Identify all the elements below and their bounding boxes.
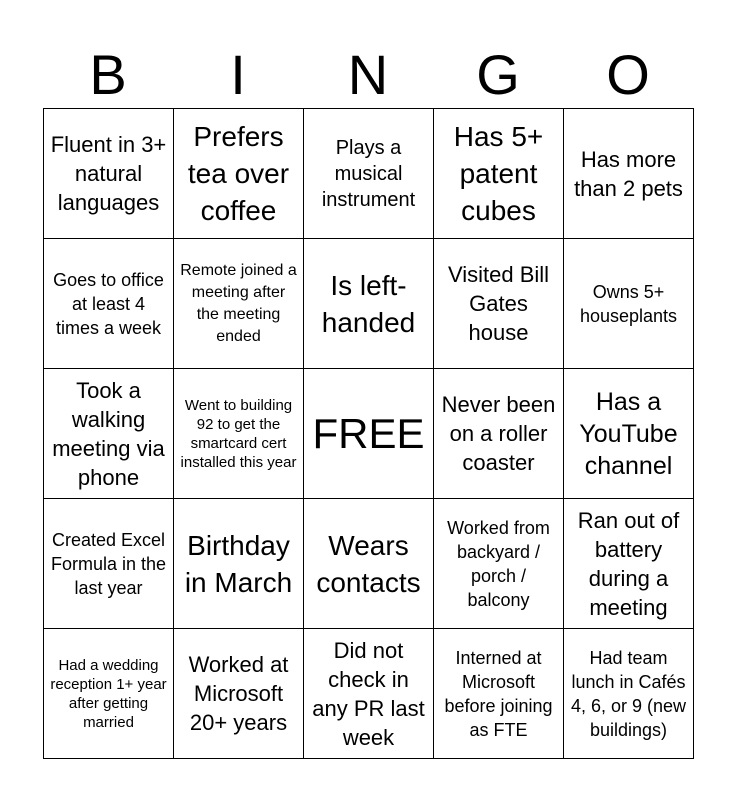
cell-text: Took a walking meeting via phone xyxy=(52,377,165,490)
cell-text: Has a YouTube channel xyxy=(579,387,678,480)
bingo-cell-r4c2[interactable] xyxy=(173,498,303,628)
cell-text: Has 5+ patent cubes xyxy=(453,121,544,226)
bingo-cell-r5c3[interactable] xyxy=(303,628,433,758)
cell-text: Created Excel Formula in the last year xyxy=(50,529,167,598)
bingo-header xyxy=(43,42,693,108)
bingo-cell-r2c4[interactable] xyxy=(433,238,563,368)
bingo-cell-r1c1[interactable] xyxy=(43,108,173,238)
cell-text: Owns 5+ houseplants xyxy=(579,281,678,326)
bingo-cell-r2c3[interactable] xyxy=(303,238,433,368)
cell-text: Is left-handed xyxy=(321,269,416,338)
bingo-cell-r3c2[interactable] xyxy=(173,368,303,498)
header-letter-b: B xyxy=(89,43,127,106)
bingo-cell-r4c3[interactable] xyxy=(303,498,433,628)
header-letter-o: O xyxy=(606,43,650,106)
cell-text: Prefers tea over coffee xyxy=(187,121,290,226)
cell-text: Has more than 2 pets xyxy=(574,146,683,201)
cell-text: Did not check in any PR last week xyxy=(312,637,425,750)
cell-text: Never been on a roller coaster xyxy=(441,392,556,475)
free-space-text: FREE xyxy=(312,409,425,457)
bingo-cell-r2c1[interactable] xyxy=(43,238,173,368)
bingo-card xyxy=(43,108,694,759)
cell-text: Had a wedding reception 1+ year after getting married xyxy=(50,656,167,731)
header-letter-n: N xyxy=(347,43,389,106)
bingo-cell-r5c1[interactable] xyxy=(43,628,173,758)
cell-text: Went to building 92 to get the smartcard cert installed this year xyxy=(180,396,297,471)
bingo-cell-r5c5[interactable] xyxy=(563,628,693,758)
cell-text: Had team lunch in Cafés 4, 6, or 9 (new buildings) xyxy=(570,647,687,740)
cell-text: Ran out of battery during a meeting xyxy=(577,507,680,620)
cell-text: Visited Bill Gates house xyxy=(447,262,550,345)
bingo-cell-r5c4[interactable] xyxy=(433,628,563,758)
bingo-cell-r3c5[interactable] xyxy=(563,368,693,498)
bingo-cell-r1c4[interactable] xyxy=(433,108,563,238)
header-letter-g: G xyxy=(476,43,520,106)
cell-text: Goes to office at least 4 times a week xyxy=(53,269,164,338)
bingo-cell-r4c5[interactable] xyxy=(563,498,693,628)
cell-text: Worked from backyard / porch / balcony xyxy=(447,517,550,610)
cell-text: Remote joined a meeting after the meeting ended xyxy=(180,261,297,345)
cell-text: Wears contacts xyxy=(316,529,421,598)
bingo-cell-r4c1[interactable] xyxy=(43,498,173,628)
cell-text: Plays a musical instrument xyxy=(321,136,416,211)
bingo-cell-r3c4[interactable] xyxy=(433,368,563,498)
bingo-cell-r3c1[interactable] xyxy=(43,368,173,498)
cell-text: Birthday in March xyxy=(184,529,293,598)
bingo-cell-r1c3[interactable] xyxy=(303,108,433,238)
cell-text: Interned at Microsoft before joining as FTE xyxy=(444,647,553,740)
cell-text: Fluent in 3+ natural languages xyxy=(50,132,167,215)
bingo-cell-r2c5[interactable] xyxy=(563,238,693,368)
bingo-cell-r2c2[interactable] xyxy=(173,238,303,368)
bingo-cell-r1c2[interactable] xyxy=(173,108,303,238)
bingo-cell-r5c2[interactable] xyxy=(173,628,303,758)
bingo-cell-r1c5[interactable] xyxy=(563,108,693,238)
cell-text: Worked at Microsoft 20+ years xyxy=(188,652,289,735)
bingo-cell-r4c4[interactable] xyxy=(433,498,563,628)
header-letter-i: I xyxy=(230,43,246,106)
bingo-cell-free[interactable] xyxy=(303,368,433,498)
